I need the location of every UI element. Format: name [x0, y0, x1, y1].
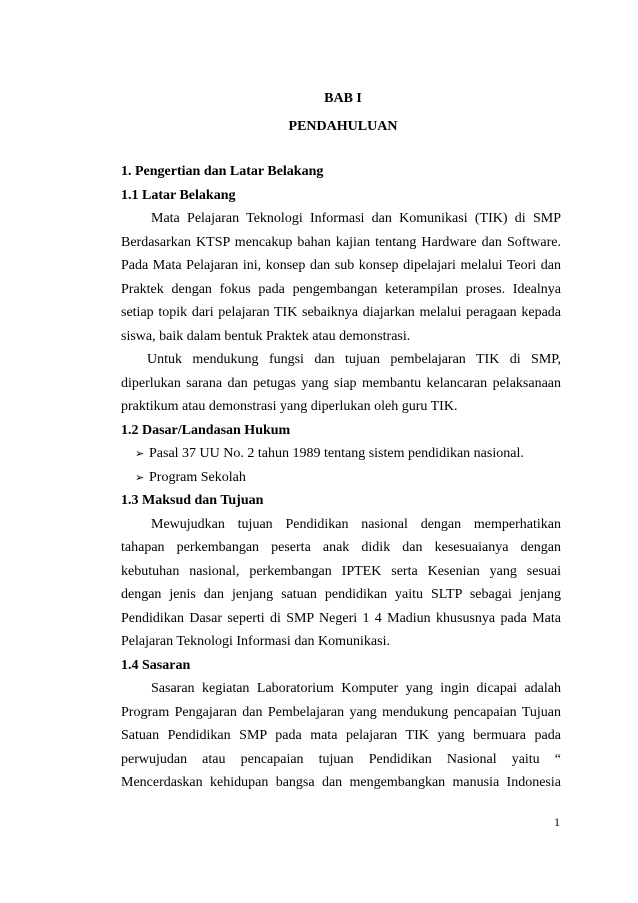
document-body: [121, 160, 561, 795]
chapter-number: BAB I: [324, 91, 362, 106]
text-line: Sasaran kegiatan Laboratorium Komputer yang ingin dicapai adalah: [151, 681, 561, 696]
text-line: Mata Pelajaran Teknologi Informasi dan Komunikasi (TIK) di SMP: [151, 211, 561, 226]
paragraph-latar-belakang-2: [121, 348, 561, 419]
text-line: Untuk mendukung fungsi dan tujuan pembelajaran TIK di SMP,: [147, 352, 561, 367]
text-line: tahapan perkembangan peserta anak didik dan kesesuaianya dengan: [121, 540, 561, 555]
section-1-heading: 1. Pengertian dan Latar Belakang: [121, 164, 324, 179]
section-1-3-heading: 1.3 Maksud dan Tujuan: [121, 493, 264, 508]
chapter-title: PENDAHULUAN: [288, 119, 398, 134]
text-line: siswa, baik dalam bentuk Praktek atau demonstrasi.: [121, 328, 411, 344]
text-line: praktikum atau demonstrasi yang diperlukan oleh guru TIK.: [121, 399, 458, 414]
text-line: Berdasarkan KTSP mencakup bahan kajian tentang Hardware dan Software.: [121, 234, 561, 250]
text-line: dengan jenis dan jenjang satuan pendidikan yaitu SLTP sebagai jenjang: [121, 587, 561, 602]
text-line: setiap topik dari pelajaran TIK sebaiknya diajarkan melalui peragaan kepada: [121, 305, 561, 320]
text-line: Satuan Pendidikan SMP pada mata pelajaran TIK yang bermuara pada: [121, 728, 561, 743]
text-line: Mewujudkan tujuan Pendidikan nasional dengan memperhatikan: [151, 516, 561, 532]
arrow-bullet-icon: ➢: [135, 470, 145, 484]
arrow-bullet-icon: ➢: [135, 447, 145, 460]
list-item: [121, 466, 561, 490]
text-line: kebutuhan nasional, perkembangan IPTEK serta Kesenian yang sesuai: [121, 563, 561, 579]
paragraph-sasaran: [121, 677, 561, 795]
page-number: 1: [554, 815, 560, 829]
paragraph-latar-belakang-1: [121, 207, 561, 348]
section-1-4-heading: 1.4 Sasaran: [121, 657, 191, 673]
text-line: diperlukan sarana dan petugas yang siap membantu kelancaran pelaksanaan: [121, 375, 561, 391]
text-line: Pendidikan Dasar seperti di SMP Negeri 1 4 Madiun khususnya pada Mata: [121, 610, 561, 626]
section-1-2-heading: 1.2 Dasar/Landasan Hukum: [121, 422, 291, 438]
paragraph-maksud-tujuan: [121, 513, 561, 654]
list-item-text: Program Sekolah: [149, 469, 246, 485]
text-line: Pada Mata Pelajaran ini, konsep dan sub konsep dipelajari melalui Teori dan: [121, 258, 561, 273]
text-line: Praktek dengan fokus pada pengembangan keterampilan proses. Idealnya: [121, 281, 561, 297]
text-line: Program Pengajaran dan Pembelajaran yang mendukung pencapaian Tujuan: [121, 704, 561, 720]
list-item: [121, 442, 561, 466]
text-line: Mencerdaskan kehidupan bangsa dan mengembangkan manusia Indonesia: [121, 775, 561, 790]
text-line: perwujudan atau pencapaian tujuan Pendidikan Nasional yaitu “: [121, 751, 561, 767]
text-line: Pelajaran Teknologi Informasi dan Komunikasi.: [121, 634, 390, 649]
list-item-text: Pasal 37 UU No. 2 tahun 1989 tentang sistem pendidikan nasional.: [149, 446, 524, 461]
section-1-1-heading: 1.1 Latar Belakang: [121, 187, 236, 203]
